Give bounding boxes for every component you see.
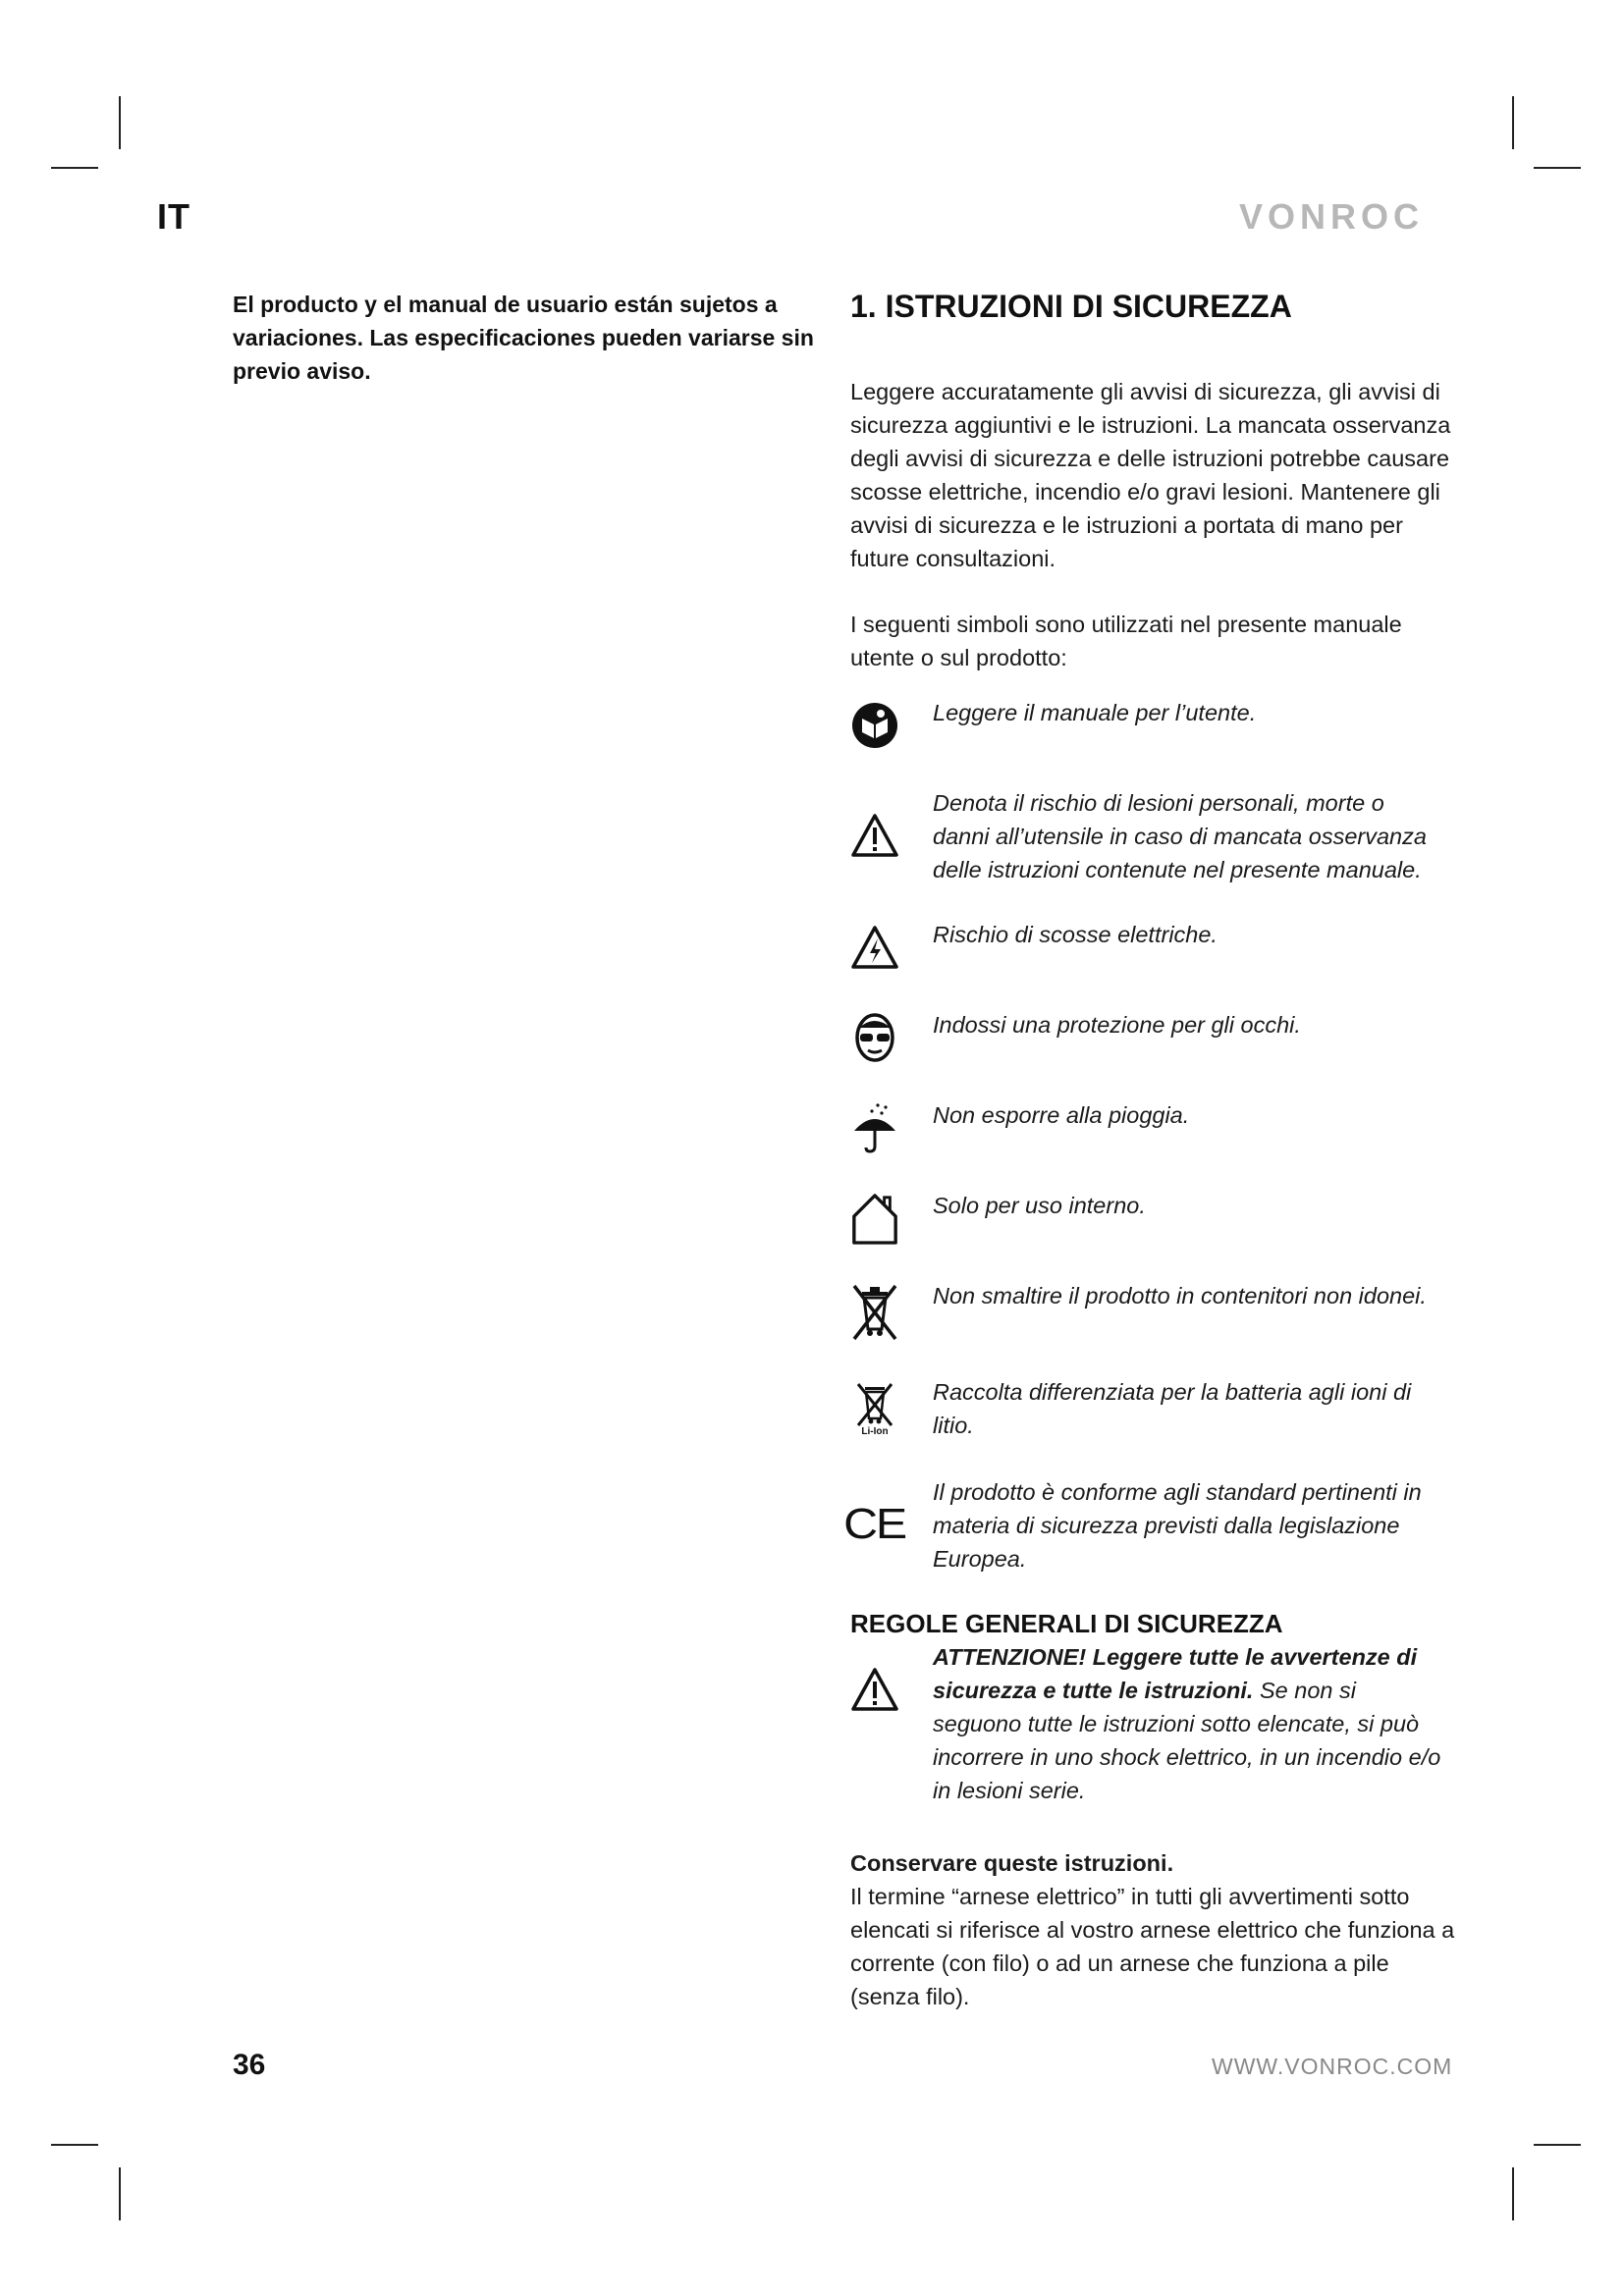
symbol-row	[850, 1098, 1459, 1157]
electric-shock-icon	[850, 918, 899, 977]
general-warning	[850, 1640, 1459, 1807]
safety-section	[843, 285, 1459, 2013]
li-ion-label: Li-Ion	[861, 1426, 889, 1437]
symbol-text: Leggere il manuale per l’utente.	[933, 700, 1257, 725]
li-ion-bin-icon	[850, 1375, 899, 1444]
symbol-text: Raccolta differenziata per la batteria agli ioni di litio.	[933, 1379, 1412, 1438]
crop-mark	[51, 2144, 98, 2146]
weee-bin-icon	[850, 1279, 899, 1344]
warning-bold: ATTENZIONE! Leggere tutte le avvertenze di sicurezza e tutte le istruzioni.	[933, 1644, 1418, 1703]
disclaimer-note: El producto y el manual de usuario están sujetos a variaciones. Las especificaciones pueden variarse sin previo aviso.	[233, 292, 814, 384]
symbol-row	[850, 1008, 1459, 1067]
symbol-text: Rischio di scosse elettriche.	[933, 922, 1218, 947]
symbol-row	[850, 696, 1459, 755]
ce-mark-label: CE	[843, 1500, 906, 1548]
power-tool-definition: Il termine “arnese elettrico” in tutti gli avvertimenti sotto elencati si riferisce al vostro arnese elettrico che funziona a corrente (con filo) o ad un arnese che funziona a pile (senza filo).	[850, 1884, 1455, 2009]
symbol-row	[850, 1189, 1459, 1248]
eye-protection-icon	[850, 1008, 899, 1067]
warning-triangle-icon	[850, 1640, 899, 1738]
brand-logo: VONROC	[1239, 196, 1425, 237]
symbol-text: Denota il rischio di lesioni personali, morte o danni all’utensile in caso di mancata osservanza delle istruzioni contenute nel presente manuale.	[933, 790, 1427, 882]
crop-mark	[119, 96, 121, 149]
warning-text	[933, 1640, 1443, 1807]
page-number: 36	[233, 2049, 266, 2081]
symbol-row	[850, 786, 1459, 886]
section-title: 1. ISTRUZIONI DI SICUREZZA	[850, 289, 1292, 324]
crop-mark	[1512, 2167, 1514, 2220]
symbol-text: Non smaltire il prodotto in contenitori non idonei.	[933, 1283, 1427, 1308]
warning-triangle-icon	[850, 786, 899, 884]
symbol-row	[850, 1279, 1459, 1344]
ce-mark-icon	[843, 1475, 906, 1574]
crop-mark	[119, 2167, 121, 2220]
symbol-row	[850, 1375, 1459, 1444]
indoor-use-icon	[850, 1189, 899, 1248]
symbol-text: Solo per uso interno.	[933, 1193, 1146, 1218]
keep-instructions-title: Conservare queste istruzioni.	[850, 1850, 1174, 1876]
website-url: WWW.VONROC.COM	[1212, 2054, 1453, 2079]
read-manual-icon	[850, 696, 899, 755]
symbols-intro: I seguenti simboli sono utilizzati nel presente manuale utente o sul prodotto:	[850, 612, 1402, 670]
symbol-text: Indossi una protezione per gli occhi.	[933, 1012, 1301, 1038]
symbol-row	[843, 1475, 1459, 1575]
crop-mark	[51, 167, 98, 169]
symbol-text: Non esporre alla pioggia.	[933, 1102, 1190, 1128]
warning-rest: Se non si seguono tutte le istruzioni sotto elencate, si può incorrere in uno shock elettrico, in un incendio e/o in lesioni serie.	[933, 1678, 1441, 1803]
no-rain-icon	[850, 1098, 899, 1157]
language-code: IT	[157, 196, 190, 237]
symbol-row	[850, 918, 1459, 977]
crop-mark	[1534, 2144, 1581, 2146]
crop-mark	[1534, 167, 1581, 169]
intro-paragraph: Leggere accuratamente gli avvisi di sicurezza, gli avvisi di sicurezza aggiuntivi e le istruzioni. La mancata osservanza degli avvisi di sicurezza e delle istruzioni potrebbe causare scosse elettriche, incendio e/o gravi lesioni. Mantenere gli avvisi di sicurezza e le istruzioni a portata di mano per future consultazioni.	[850, 379, 1451, 571]
rules-title: REGOLE GENERALI DI SICUREZZA	[850, 1609, 1283, 1638]
crop-mark	[1512, 96, 1514, 149]
symbol-text: Il prodotto è conforme agli standard pertinenti in materia di sicurezza previsti dalla legislazione Europea.	[933, 1479, 1422, 1572]
